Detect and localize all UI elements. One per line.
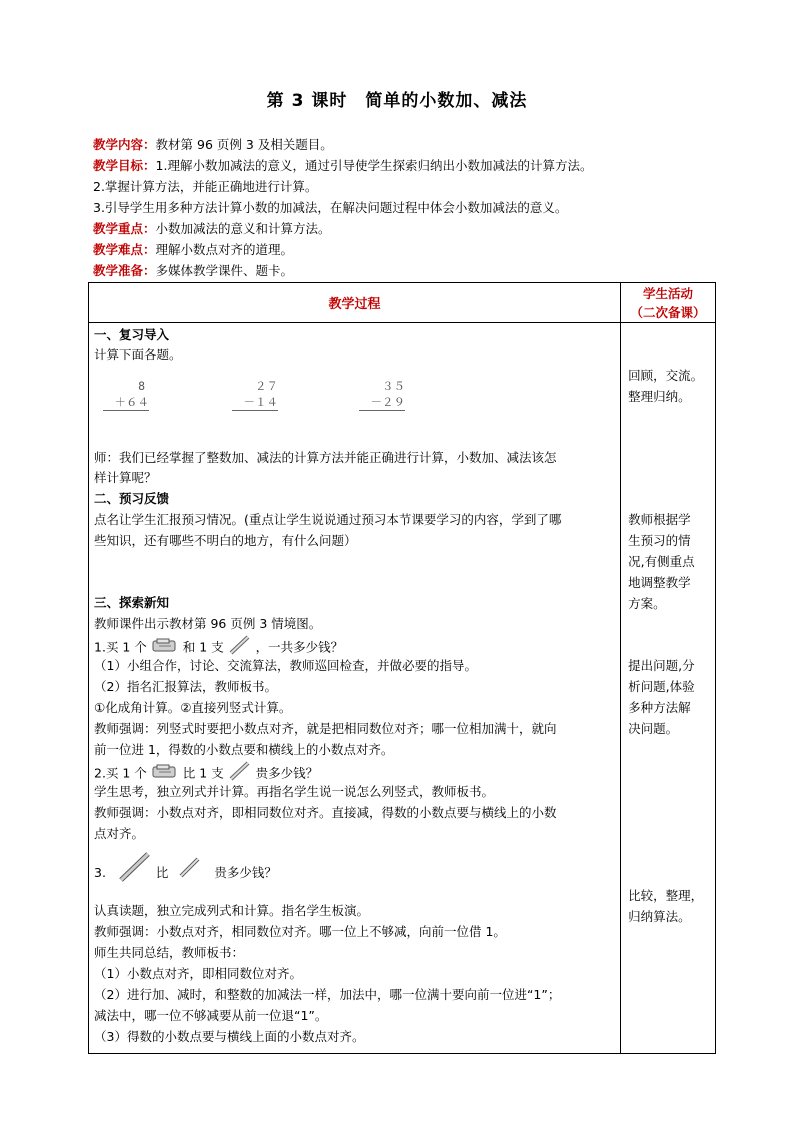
text-line: 前一位进 1，得数的小数点要和横线上的小数点对齐。 bbox=[94, 742, 394, 757]
activity-text: 生预习的情 bbox=[628, 533, 691, 548]
text-line: 教师强调：列竖式时要把小数点对齐，就是把相同数位对齐；哪一位相加满十，就向 bbox=[94, 721, 557, 736]
activity-text: 方案。 bbox=[628, 596, 666, 611]
text-line: 师：我们已经掌握了整数加、减法的计算方法并能正确进行计算，小数加、减法该怎 bbox=[94, 450, 557, 465]
page-title: 第 3 课时 简单的小数加、减法 bbox=[266, 91, 528, 111]
text-line: 教师强调：小数点对齐，相同数位对齐。哪一位上不够减，向前一位借 1。 bbox=[94, 924, 506, 939]
q-text: 3. bbox=[94, 865, 106, 880]
calc-top: ２７ bbox=[255, 379, 278, 393]
meta-text: 小数加减法的意义和计算方法。 bbox=[155, 221, 331, 236]
activity-text: 提出问题,分 bbox=[628, 658, 695, 673]
meta-difficulty bbox=[93, 239, 713, 260]
vertical-calc bbox=[232, 378, 278, 411]
section-title: 二、预习反馈 bbox=[94, 491, 170, 506]
q-text: ，一共多少钱？ bbox=[255, 639, 344, 655]
meta-content bbox=[93, 134, 713, 155]
meta-text: 理解小数点对齐的道理。 bbox=[155, 242, 294, 257]
text-line: 减法中，哪一位不够减要从前一位退“1”。 bbox=[94, 1008, 328, 1023]
q-text: 贵多少钱？ bbox=[214, 865, 277, 880]
activity-text: 决问题。 bbox=[628, 721, 679, 736]
calc-bottom: ＋６４ bbox=[103, 394, 149, 411]
text-line: 样计算呢？ bbox=[94, 470, 157, 485]
lesson-table bbox=[88, 282, 716, 1054]
q-text: 1.买 1 个 bbox=[94, 639, 147, 655]
meta-goal bbox=[93, 155, 713, 176]
q-text: 比 bbox=[155, 865, 169, 880]
meta-text: 多媒体教学课件、题卡。 bbox=[155, 263, 294, 278]
meta-label: 教学准备： bbox=[93, 263, 156, 278]
meta-text: 教材第 96 页例 3 及相关题目。 bbox=[155, 137, 333, 152]
meta-label: 教学重点： bbox=[93, 221, 156, 236]
text-line: 教师课件出示教材第 96 页例 3 情境图。 bbox=[94, 616, 322, 631]
calc-bottom: －１４ bbox=[232, 394, 278, 411]
meta-text: 2.掌握计算方法，并能正确地进行计算。 bbox=[93, 179, 318, 194]
text-line: 计算下面各题。 bbox=[94, 347, 182, 362]
meta-goal-2 bbox=[93, 176, 713, 197]
text-line: 点名让学生汇报预习情况。(重点让学生说说通过预习本节课要学习的内容，学到了哪 bbox=[94, 512, 562, 527]
activity-text: 比较，整理， bbox=[628, 888, 704, 903]
activity-text: 析问题,体验 bbox=[628, 679, 695, 694]
activity-text: 地调整教学 bbox=[628, 575, 691, 590]
process-cell bbox=[89, 323, 621, 1054]
text-line: 教师强调：小数点对齐，即相同数位对齐。直接减，得数的小数点要与横线上的小数 bbox=[94, 805, 557, 820]
vertical-calc bbox=[103, 378, 149, 411]
meta-goal-3 bbox=[93, 197, 713, 218]
question-3 bbox=[94, 851, 616, 885]
text-line: 认真读题，独立完成列式和计算。指名学生板演。 bbox=[94, 903, 370, 918]
short-pencil-icon bbox=[178, 855, 202, 892]
q-text: 比 1 支 bbox=[182, 765, 224, 781]
meta-label: 教学目标： bbox=[93, 158, 156, 173]
header-activity-line1: 学生活动 bbox=[643, 285, 694, 301]
text-line: ①化成角计算。②直接列竖式计算。 bbox=[94, 700, 292, 715]
meta-text: 1.理解小数加减法的意义，通过引导使学生探索归纳出小数加减法的计算方法。 bbox=[155, 158, 593, 173]
q-text: 贵多少钱？ bbox=[255, 765, 319, 781]
meta-label: 教学内容： bbox=[93, 137, 156, 152]
header-activity bbox=[621, 283, 716, 323]
activity-text: 教师根据学 bbox=[628, 512, 691, 527]
header-process: 教学过程 bbox=[89, 283, 621, 323]
calc-bottom: －２９ bbox=[359, 394, 405, 411]
text-line: （2）进行加、减时，和整数的加减法一样，加法中，哪一位满十要向前一位进“1”； bbox=[94, 987, 561, 1002]
calc-top: 8 bbox=[138, 379, 145, 393]
section-title: 一、复习导入 bbox=[94, 327, 170, 342]
activity-text: 整理归纳。 bbox=[628, 389, 691, 404]
text-line: 些知识，还有哪些不明白的地方，有什么问题） bbox=[94, 533, 357, 548]
meta-text: 3.引导学生用多种方法计算小数的加减法，在解决问题过程中体会小数加减法的意义。 bbox=[93, 200, 568, 215]
text-line: 学生思考，独立列式并计算。再指名学生说一说怎么列竖式，教师板书。 bbox=[94, 784, 495, 799]
activity-cell bbox=[621, 323, 716, 1054]
activity-text: 多种方法解 bbox=[628, 700, 691, 715]
text-line: （1）小组合作，讨论、交流算法，教师巡回检查，并做必要的指导。 bbox=[94, 658, 477, 673]
calc-top: ３５ bbox=[382, 379, 405, 393]
activity-text: 况,有侧重点 bbox=[628, 554, 695, 569]
section-title: 三、探索新知 bbox=[94, 595, 170, 610]
vertical-calc bbox=[359, 378, 405, 411]
meta-key bbox=[93, 218, 713, 239]
meta-prep bbox=[93, 260, 713, 281]
q-text: 和 1 支 bbox=[182, 639, 224, 655]
text-line: （2）指名汇报算法，教师板书。 bbox=[94, 679, 277, 694]
text-line: 师生共同总结，教师板书： bbox=[94, 945, 245, 960]
activity-text: 回顾，交流。 bbox=[628, 368, 704, 383]
long-pencil-icon bbox=[118, 851, 152, 896]
text-line: 点对齐。 bbox=[94, 826, 145, 841]
text-line: （3）得数的小数点要与横线上面的小数点对齐。 bbox=[94, 1029, 365, 1044]
q-text: 2.买 1 个 bbox=[94, 765, 147, 781]
activity-text: 归纳算法。 bbox=[628, 909, 691, 924]
meta-label: 教学难点： bbox=[93, 242, 156, 257]
text-line: （1）小数点对齐，即相同数位对齐。 bbox=[94, 966, 302, 981]
header-activity-line2: （二次备课） bbox=[630, 304, 706, 320]
